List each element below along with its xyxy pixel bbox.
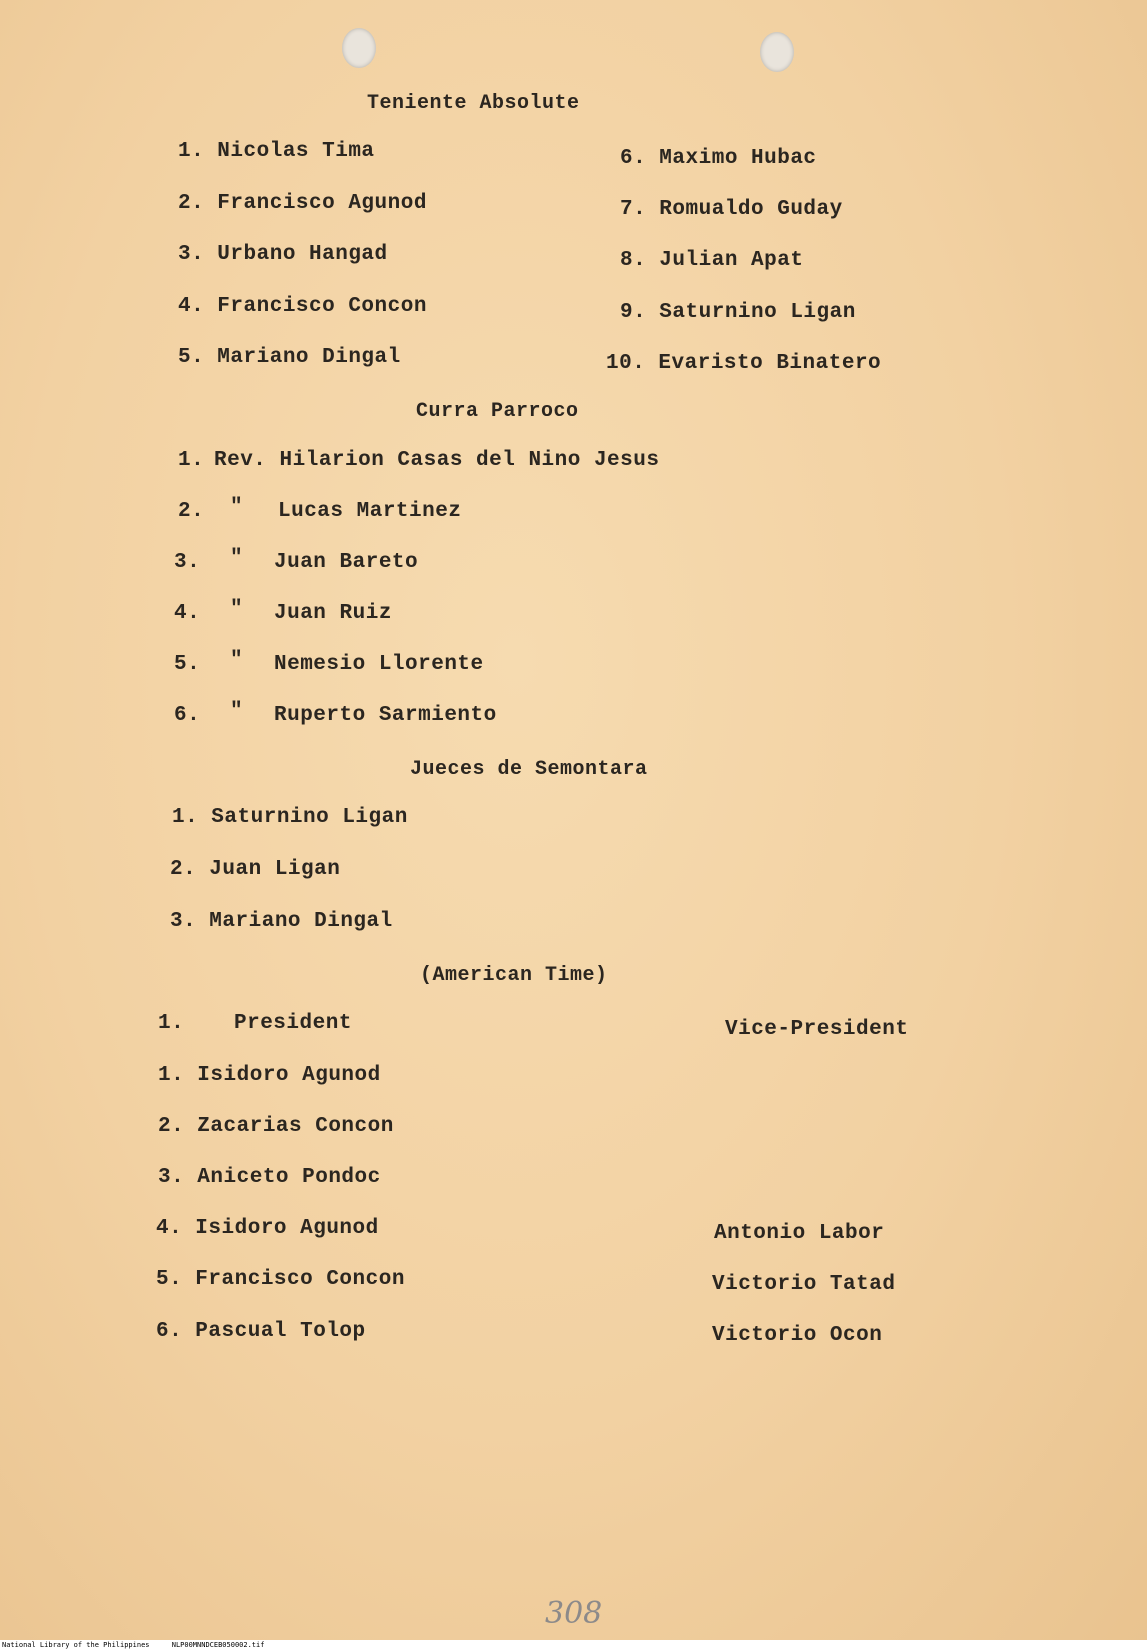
president-item: 1. Isidoro Agunod [158,1064,381,1087]
column-number: 1. [158,1012,185,1035]
curra-name: Juan Bareto [274,551,419,574]
teniente-item: 8. Julian Apat [620,249,804,272]
teniente-item: 2. Francisco Agunod [178,192,427,215]
ditto-mark: " [230,598,244,621]
president-item: 6. Pascual Tolop [156,1320,366,1343]
curra-name: Ruperto Sarmiento [274,704,497,727]
ditto-mark: " [230,700,244,723]
teniente-item: 6. Maximo Hubac [620,147,817,170]
heading-jueces-de-semontara: Jueces de Semontara [410,758,648,781]
president-item: 5. Francisco Concon [156,1268,405,1291]
curra-number: 2. [178,500,205,523]
teniente-item: 7. Romualdo Guday [620,198,843,221]
punch-hole-right [760,32,794,72]
president-column-label: President [234,1012,352,1035]
curra-name: Nemesio Llorente [274,653,484,676]
curra-number: 4. [174,602,201,625]
jueces-item: 1. Saturnino Ligan [172,806,408,829]
president-item: 2. Zacarias Concon [158,1115,394,1138]
president-item: 3. Aniceto Pondoc [158,1166,381,1189]
curra-name: Juan Ruiz [274,602,392,625]
teniente-item: 5. Mariano Dingal [178,346,401,369]
vice-president-column-label: Vice-President [725,1018,909,1041]
page-number: 308 [545,1596,603,1631]
ditto-mark: " [230,649,244,672]
curra-number: 6. [174,704,201,727]
curra-number: 3. [174,551,201,574]
curra-number: 1. [178,449,205,472]
curra-name: Rev. Hilarion Casas del Nino Jesus [214,449,660,472]
vice-president-item: Antonio Labor [714,1222,885,1245]
teniente-item: 1. Nicolas Tima [178,140,375,163]
scan-footer [0,1640,1147,1650]
teniente-item: 9. Saturnino Ligan [620,301,856,324]
teniente-item: 4. Francisco Concon [178,295,427,318]
footer-library: National Library of the Philippines [2,1641,150,1649]
vice-president-item: Victorio Ocon [712,1324,883,1347]
heading-curra-parroco: Curra Parroco [416,400,579,423]
curra-name: Lucas Martinez [278,500,462,523]
teniente-item: 3. Urbano Hangad [178,243,388,266]
ditto-mark: " [230,547,244,570]
heading-teniente-absolute: Teniente Absolute [367,92,580,115]
jueces-item: 3. Mariano Dingal [170,910,393,933]
ditto-mark: " [230,496,244,519]
heading-american-time: (American Time) [420,964,608,987]
vice-president-item: Victorio Tatad [712,1273,896,1296]
teniente-item: 10. Evaristo Binatero [606,352,882,375]
punch-hole-left [342,28,376,68]
curra-number: 5. [174,653,201,676]
jueces-item: 2. Juan Ligan [170,858,341,881]
footer-file: NLP00MNNDCEB050002.tif [171,1641,265,1649]
president-item: 4. Isidoro Agunod [156,1217,379,1240]
